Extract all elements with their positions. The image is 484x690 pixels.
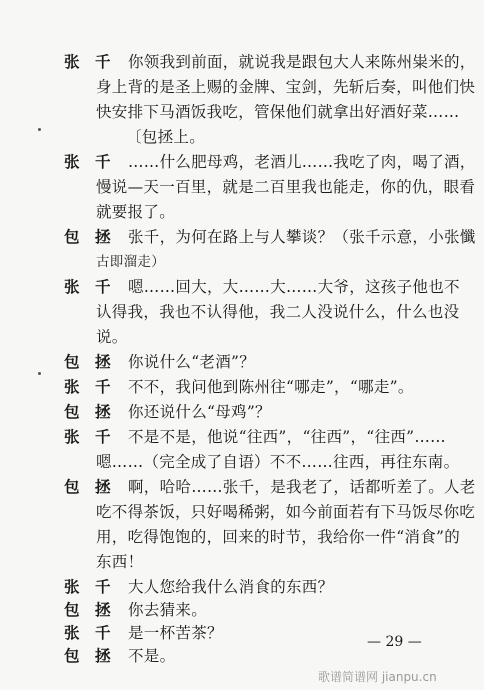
speaker-label: 张 千 [64, 152, 111, 171]
dialogue-line: 身上背的是圣上赐的金牌、宝剑，先斩后奏，叫他们快 [96, 78, 476, 96]
stage-direction: 〔包拯上。 [126, 128, 206, 146]
dialogue-line: 用，吃得饱饱的，回来的时节，我给你一件“消食”的 [96, 528, 461, 546]
dialogue-line: 你领我到前面，就说我是跟包大人来陈州粜米的， [128, 53, 476, 71]
speaker-label: 张 千 [64, 377, 111, 396]
dialogue-line: 大人您给我什么消食的东西？ [128, 578, 334, 596]
dialogue-line: 张千，为何在路上与人攀谈？（张千示意，小张懺 [128, 228, 476, 246]
speaker-label: 包 拯 [64, 227, 111, 246]
speaker-label: 包 拯 [64, 477, 111, 496]
dialogue-line: 啊，哈哈……张千，是我老了，话都听差了。人老 [128, 478, 476, 496]
dialogue-line: 是一杯苦茶？ [128, 624, 223, 642]
speaker-label: 张 千 [64, 577, 111, 596]
stage-direction: 古即溜走） [96, 254, 165, 270]
speaker-label: 包 拯 [64, 600, 111, 619]
dialogue-line: 你说什么“老酒”？ [128, 353, 256, 371]
dialogue-line: 不不，我问他到陈州往“哪走”，“哪走”。 [128, 378, 414, 396]
dialogue-line: 你还说什么“母鸡”？ [128, 403, 271, 421]
page-number: — 29 — [367, 634, 422, 650]
scan-mark [38, 128, 41, 131]
dialogue-line: 说。 [96, 328, 128, 346]
dialogue-line: ……什么肥母鸡，老酒儿……我吃了肉，喝了酒， [128, 153, 476, 171]
speaker-label: 包 拯 [64, 352, 111, 371]
dialogue-line: 嗯……回大，大……大……大爷，这孩子他也不 [128, 278, 460, 296]
speaker-label: 张 千 [64, 427, 111, 446]
dialogue-line: 不是不是，他说“往西”，“往西”，“往西”…… [128, 428, 446, 446]
speaker-label: 张 千 [64, 277, 111, 296]
watermark: 歌谱简谱网 jianpu.cn [318, 670, 437, 684]
speaker-label: 包 拯 [64, 402, 111, 421]
dialogue-line: 认得我，我也不认得他，我二人没说什么，什么也没 [96, 303, 460, 321]
dialogue-line: 嗯……（完全成了自语）不不……往西，再往东南。 [96, 453, 460, 471]
dialogue-line: 不是。 [128, 647, 176, 665]
speaker-label: 张 千 [64, 623, 111, 642]
dialogue-line: 你去猜来。 [128, 601, 208, 619]
dialogue-line: 就要报了。 [96, 203, 176, 221]
speaker-label: 张 千 [64, 52, 111, 71]
dialogue-line: 快安排下马酒饭我吃，管保他们就拿出好酒好菜…… [96, 103, 460, 121]
dialogue-line: 慢说—天一百里，就是二百里我也能走，你的仇，眼看 [96, 178, 476, 196]
dialogue-line: 东西！ [96, 553, 144, 571]
speaker-label: 包 拯 [64, 646, 111, 665]
dialogue-line: 吃不得茶饭，只好喝稀粥，如今前面若有下马饭尽你吃 [96, 503, 476, 521]
scan-mark [38, 372, 41, 375]
